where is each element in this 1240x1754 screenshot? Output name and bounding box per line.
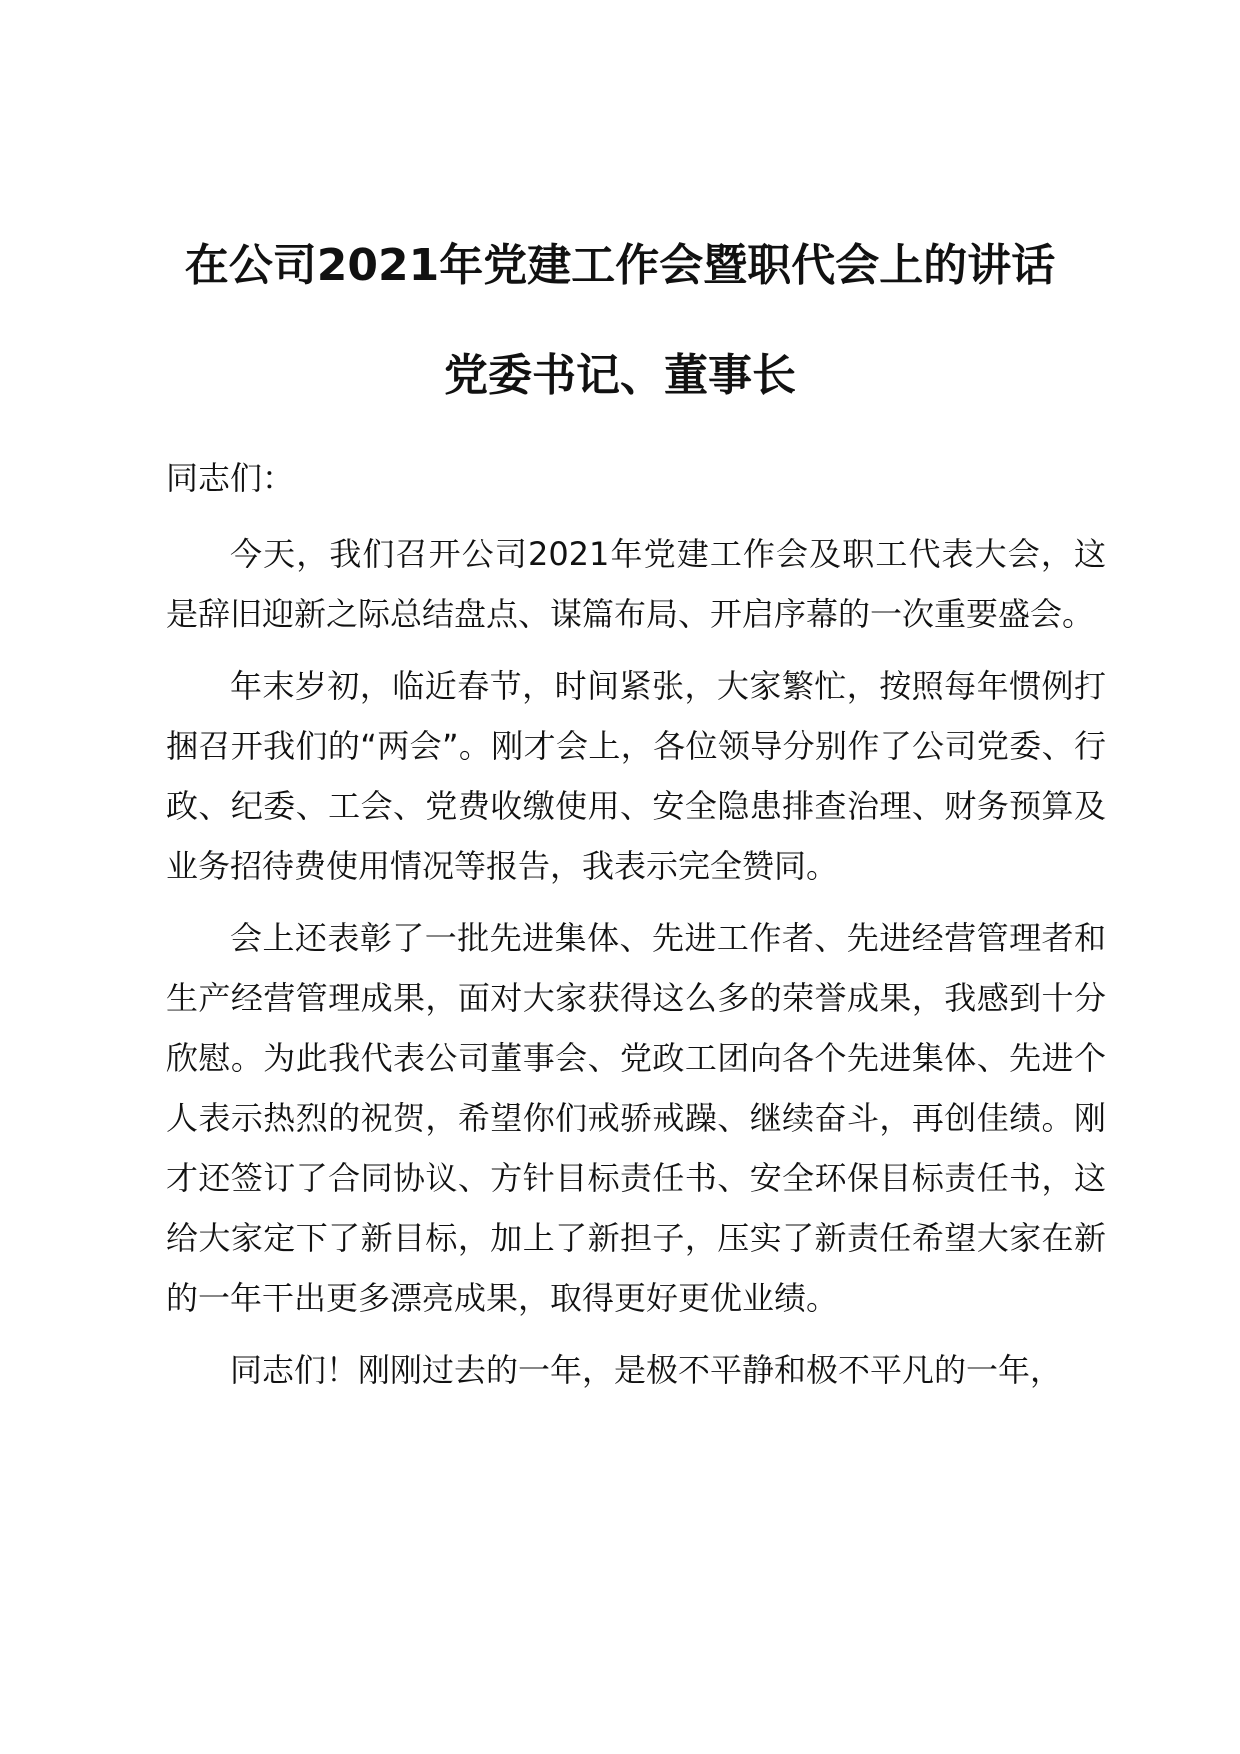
paragraph-commendations: 会上还表彰了一批先进集体、先进工作者、先进经营管理者和生产经营管理成果，面对大家获得这么多的荣誉成果，我感到十分欣慰。为此我代表公司董事会、党政工团向各个先进集体、先进个人表示热烈的祝贺，希望你们戒骄戒躁、继续奋斗，再创佳绩。刚才还签订了合同协议、方针目标责任书、安全环保目标责任书，这给大家定下了新目标，加上了新担子，压实了新责任希望大家在新的一年干出更多漂亮成果，取得更好更优业绩。	[166, 919, 1106, 1317]
paragraph-reports: 年末岁初，临近春节，时间紧张，大家繁忙，按照每年惯例打捆召开我们的“两会”。刚才会上，各位领导分别作了公司党委、行政、纪委、工会、党费收缴使用、安全隐患排查治理、财务预算及业务招待费使用情况等报告，我表示完全赞同。	[166, 667, 1106, 885]
document-body	[166, 448, 1106, 1412]
paragraph-past-year: 同志们！刚刚过去的一年，是极不平静和极不平凡的一年，	[230, 1351, 1063, 1389]
speaker-byline: 党委书记、董事长	[444, 350, 796, 401]
document-title: 在公司2021年党建工作会暨职代会上的讲话	[184, 240, 1056, 291]
paragraph-opening: 今天，我们召开公司2021年党建工作会及职工代表大会，这是辞旧迎新之际总结盘点、谋篇布局、开启序幕的一次重要盛会。	[166, 535, 1106, 633]
salutation: 同志们：	[166, 459, 295, 497]
